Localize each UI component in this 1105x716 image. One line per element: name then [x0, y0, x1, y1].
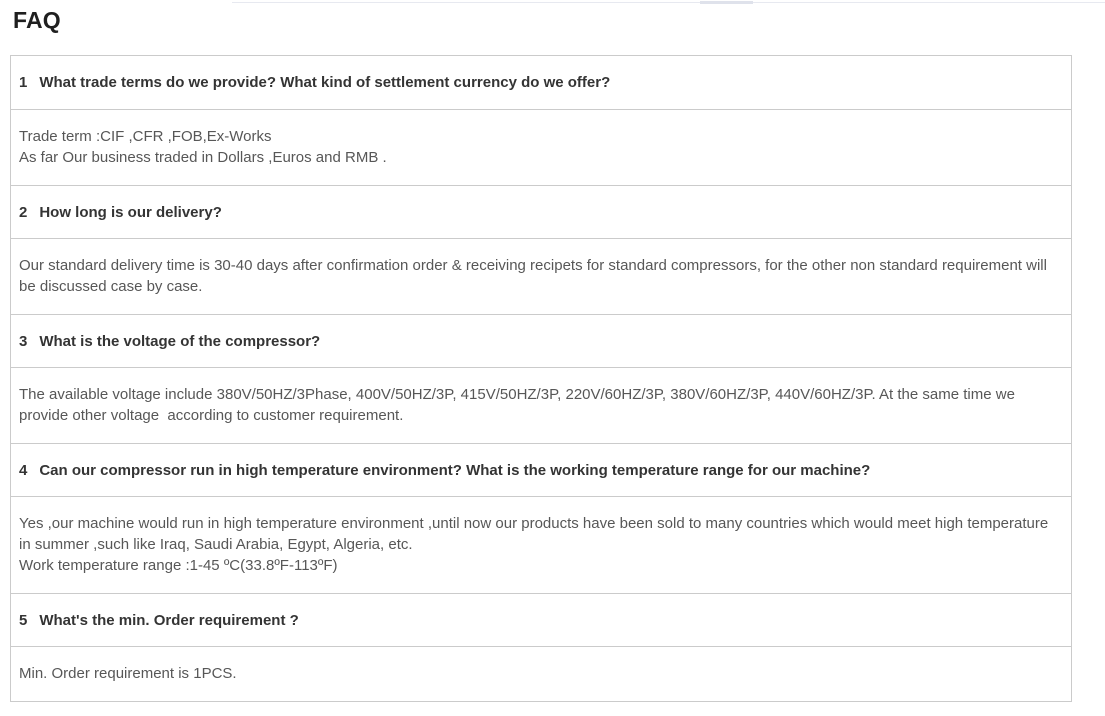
- faq-answer-row: [11, 496, 1071, 593]
- faq-question-text: What's the min. Order requirement ?: [39, 611, 299, 629]
- top-divider-line: [232, 2, 1105, 3]
- faq-question-number: 1: [19, 74, 28, 91]
- faq-answer-row: [11, 238, 1071, 314]
- faq-question-row: [11, 56, 1071, 109]
- page-title: FAQ: [13, 7, 61, 33]
- faq-question-number: 2: [19, 203, 28, 221]
- faq-answer-line: As far Our business traded in Dollars ,Euros and RMB .: [19, 149, 387, 166]
- faq-table: [10, 55, 1072, 702]
- faq-question-row: [11, 593, 1071, 646]
- faq-question-text: What trade terms do we provide? What kind of settlement currency do we offer?: [39, 74, 611, 91]
- faq-answer-line: Work temperature range :1-45 ºC(33.8ºF-113ºF): [19, 557, 338, 574]
- faq-question-row: [11, 314, 1071, 367]
- faq-question-row: [11, 185, 1071, 238]
- faq-answer-row: [11, 646, 1071, 701]
- faq-answer-line: Our standard delivery time is 30-40 days after confirmation order & receiving recipets for standard compressors, for the other non standard requirement will be discussed case by case.: [19, 257, 1052, 295]
- faq-question-row: [11, 443, 1071, 496]
- faq-answer-row: [11, 109, 1071, 185]
- faq-question-number: 4: [19, 461, 28, 479]
- faq-question-number: 3: [19, 332, 28, 350]
- faq-question-text: Can our compressor run in high temperature environment? What is the working temperature range for our machine?: [39, 461, 871, 479]
- top-divider-tab-segment: [700, 1, 753, 4]
- faq-answer-line: Yes ,our machine would run in high temperature environment ,until now our products have been sold to many countries which would meet high temperature in summer ,such like Iraq, Saudi Arabia, Egypt, Algeria, etc.: [19, 515, 1053, 553]
- faq-answer-line: The available voltage include 380V/50HZ/3Phase, 400V/50HZ/3P, 415V/50HZ/3P, 220V/60HZ/3P, 380V/60HZ/3P, 440V/60HZ/3P. At the same time we provide other voltage according to customer requirement.: [19, 386, 1020, 424]
- faq-answer-line: Trade term :CIF ,CFR ,FOB,Ex-Works: [19, 128, 272, 145]
- faq-question-text: What is the voltage of the compressor?: [39, 332, 321, 350]
- faq-question-text: How long is our delivery?: [39, 203, 222, 221]
- faq-question-number: 5: [19, 611, 28, 629]
- faq-answer-row: [11, 367, 1071, 443]
- faq-answer-line: Min. Order requirement is 1PCS.: [19, 665, 237, 682]
